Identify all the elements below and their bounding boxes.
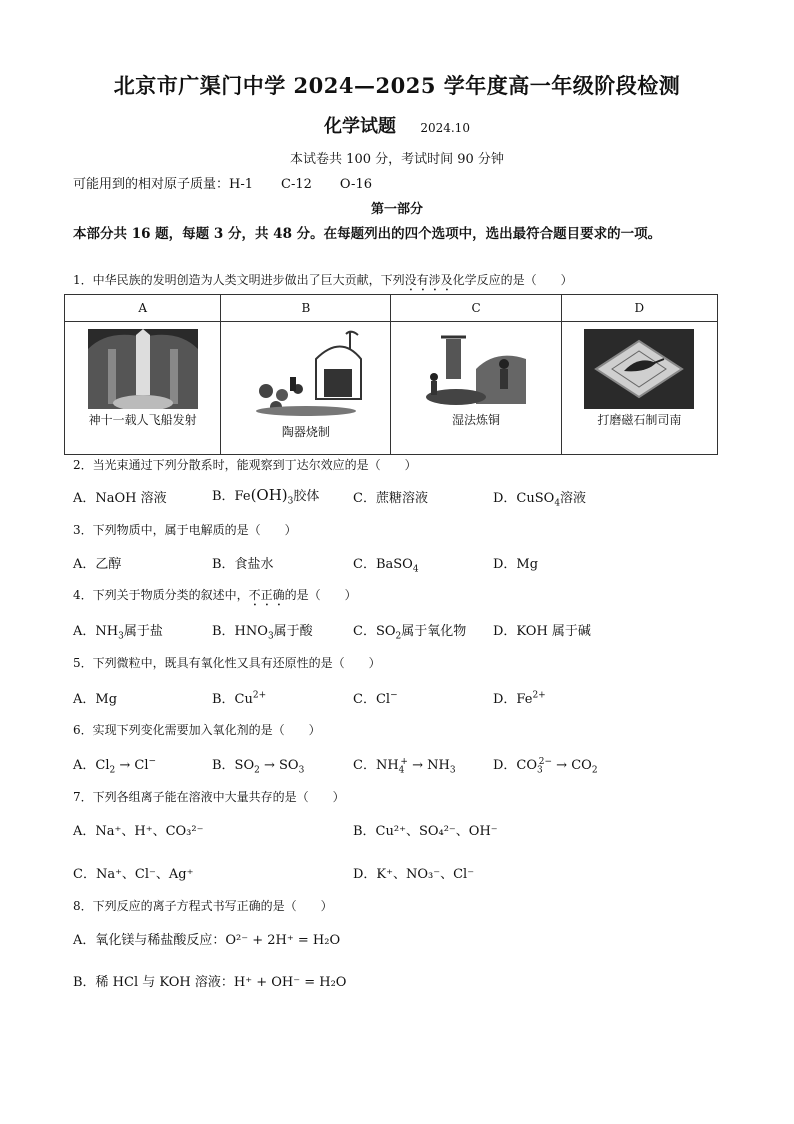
q1-stem-emphasis: 没有涉及 <box>404 273 453 287</box>
q7-option-d: D．K⁺、NO₃⁻、Cl⁻ <box>353 867 475 882</box>
q6-b-sub: 2 <box>254 765 260 776</box>
q4-option-b <box>212 620 313 642</box>
exam-info: 本试卷共 100 分，考试时间 90 分钟 <box>290 152 504 167</box>
q2-b-post: 胶体 <box>293 489 320 504</box>
q1-cell-d <box>561 322 717 455</box>
q3-stem: 3．下列物质中，属于电解质的是（ ） <box>73 523 297 537</box>
q6-option-a <box>73 754 156 776</box>
q1-stem-b: 化学反应的是（ ） <box>452 273 573 287</box>
q8-b-equation: H⁺ + OH⁻ = H₂O <box>233 975 347 990</box>
q6-a-sub: 2 <box>109 765 116 776</box>
q6-c-sup: + <box>400 756 408 767</box>
q8-b-text: B．稀 HCl 与 KOH 溶液： <box>73 975 234 990</box>
q6-option-b <box>212 754 304 776</box>
q4-stem-emphasis: 不正确 <box>248 588 285 602</box>
q4-stem-a: 4．下列关于物质分类的叙述中， <box>73 588 249 602</box>
q5-option-a: A．Mg <box>73 692 118 707</box>
exam-date: 2024.10 <box>420 121 470 135</box>
q3-option-d: D．Mg <box>493 557 539 572</box>
q4-b-post: 属于酸 <box>273 624 313 639</box>
q4-stem <box>73 586 357 609</box>
q3-c-sub: 4 <box>412 564 419 575</box>
q6-d-pre: D．CO <box>493 758 538 773</box>
q5-option-d <box>493 688 546 707</box>
q1-caption-a: 神十一载人飞船发射 <box>88 413 197 427</box>
q5-b-pre: B．Cu <box>212 692 253 707</box>
q6-c-pre: C．NH <box>353 758 399 773</box>
masses-label: 可能用到的相对原子质量： <box>73 177 230 192</box>
q6-a-post: → Cl <box>115 758 149 773</box>
q4-stem-b: 的是（ ） <box>284 588 357 602</box>
q4-a-sub: 3 <box>118 631 124 642</box>
q3-option-a: A．乙醇 <box>73 557 122 572</box>
atomic-masses <box>73 173 400 192</box>
q6-b-pre: B．SO <box>212 758 255 773</box>
q1-caption-d: 打磨磁石制司南 <box>597 413 682 427</box>
q6-c-mid: → NH <box>407 758 450 773</box>
q3-c-pre: C．BaSO <box>353 557 413 572</box>
part-intro: 本部分共 16 题，每题 3 分，共 48 分。在每题列出的四个选项中，选出最符合题目要求的一项。 <box>73 226 662 242</box>
q4-b-sub: 3 <box>267 631 274 642</box>
q2-stem: 2．当光束通过下列分散系时，能观察到丁达尔效应的是（ ） <box>73 458 417 472</box>
q6-option-c <box>353 754 456 776</box>
q7-option-b: B．Cu²⁺、SO₄²⁻、OH⁻ <box>353 824 498 839</box>
q4-b-pre: B．HNO <box>212 624 268 639</box>
q8-a-text: A．氧化镁与稀盐酸反应： <box>73 933 226 948</box>
q5-c-sup: − <box>390 690 398 701</box>
q2-option-c: C．蔗糖溶液 <box>353 491 428 506</box>
q8-option-a <box>73 929 340 948</box>
q5-option-c <box>353 688 398 707</box>
q6-d-sup: 2− <box>538 756 553 767</box>
q6-d-sub: 3 <box>537 765 543 776</box>
q6-c-sub: 4 <box>398 765 405 776</box>
subject-title: 化学试题 <box>324 116 397 137</box>
q4-a-post: 属于盐 <box>123 624 163 639</box>
q6-d-mid: → CO <box>552 758 592 773</box>
q5-stem: 5．下列微粒中，既具有氧化性又具有还原性的是（ ） <box>73 656 381 670</box>
q2-d-pre: D．CuSO <box>493 491 555 506</box>
q2-b-pre: B．Fe <box>212 489 251 504</box>
q3-option-c <box>353 553 419 575</box>
q2-b-sub: 3 <box>287 496 294 507</box>
mass-o: O-16 <box>339 177 372 192</box>
q6-a-pre: A．Cl <box>73 758 110 773</box>
q2-option-d <box>493 487 586 509</box>
q5-c-pre: C．Cl <box>353 692 391 707</box>
q2-d-post: 溶液 <box>560 491 587 506</box>
exam-subtitle <box>0 112 794 138</box>
q1-col-b: B <box>221 295 391 322</box>
q2-d-sub: 4 <box>554 498 561 509</box>
q8-stem: 8．下列反应的离子方程式书写正确的是（ ） <box>73 899 333 913</box>
q7-option-c: C．Na⁺、Cl⁻、Ag⁺ <box>73 867 194 882</box>
q1-caption-c: 湿法炼铜 <box>452 413 501 427</box>
q1-stem-a: 1．中华民族的发明创造为人类文明进步做出了巨大贡献，下列 <box>73 273 405 287</box>
q7-stem: 7．下列各组离子能在溶液中大量共存的是（ ） <box>73 790 345 804</box>
compass-sinan-image <box>584 329 694 409</box>
q4-c-sub: 2 <box>395 631 402 642</box>
q4-option-a <box>73 620 163 642</box>
q1-col-a: A <box>65 295 221 322</box>
q7-option-a: A．Na⁺、H⁺、CO₃²⁻ <box>73 824 204 839</box>
q4-option-d: D．KOH 属于碱 <box>493 624 591 639</box>
q3-option-b: B．食盐水 <box>212 557 274 572</box>
mass-h: H-1 <box>229 177 254 192</box>
q1-table <box>64 294 718 455</box>
q6-b-mid: → SO <box>259 758 299 773</box>
mass-c: C-12 <box>281 177 312 192</box>
pottery-firing-image <box>246 329 366 421</box>
q1-col-c: C <box>391 295 561 322</box>
exam-title: 北京市广渠门中学 2024—2025 学年度高一年级阶段检测 <box>113 73 681 98</box>
q5-b-sup: 2+ <box>252 690 267 701</box>
q5-d-sup: 2+ <box>532 690 546 701</box>
q1-col-d: D <box>561 295 717 322</box>
q6-a-sup: − <box>148 756 157 767</box>
q6-option-d <box>493 754 598 776</box>
q5-d-pre: D．Fe <box>493 692 533 707</box>
part-title: 第一部分 <box>370 202 423 217</box>
q8-option-b <box>73 971 346 990</box>
q2-b-mid: (OH) <box>250 486 288 504</box>
q6-d-sub2: 2 <box>591 765 598 776</box>
rocket-launch-image <box>88 329 198 409</box>
q2-option-b <box>212 485 319 507</box>
q6-b-sub2: 3 <box>298 765 305 776</box>
q6-stem: 6．实现下列变化需要加入氧化剂的是（ ） <box>73 723 321 737</box>
q1-caption-b: 陶器烧制 <box>281 425 330 439</box>
q6-c-sub2: 3 <box>449 765 456 776</box>
q1-cell-c <box>391 322 561 455</box>
q5-option-b <box>212 688 266 707</box>
q4-c-pre: C．SO <box>353 624 396 639</box>
q4-c-post: 属于氧化物 <box>401 624 467 639</box>
q2-option-a: A．NaOH 溶液 <box>73 491 167 506</box>
q4-option-c <box>353 620 466 642</box>
q1-stem <box>73 271 573 294</box>
q1-cell-a <box>65 322 221 455</box>
q4-a-pre: A．NH <box>73 624 119 639</box>
q1-cell-b <box>221 322 391 455</box>
copper-smelting-image <box>416 329 536 409</box>
q8-a-equation: O²⁻ + 2H⁺ = H₂O <box>225 933 341 948</box>
